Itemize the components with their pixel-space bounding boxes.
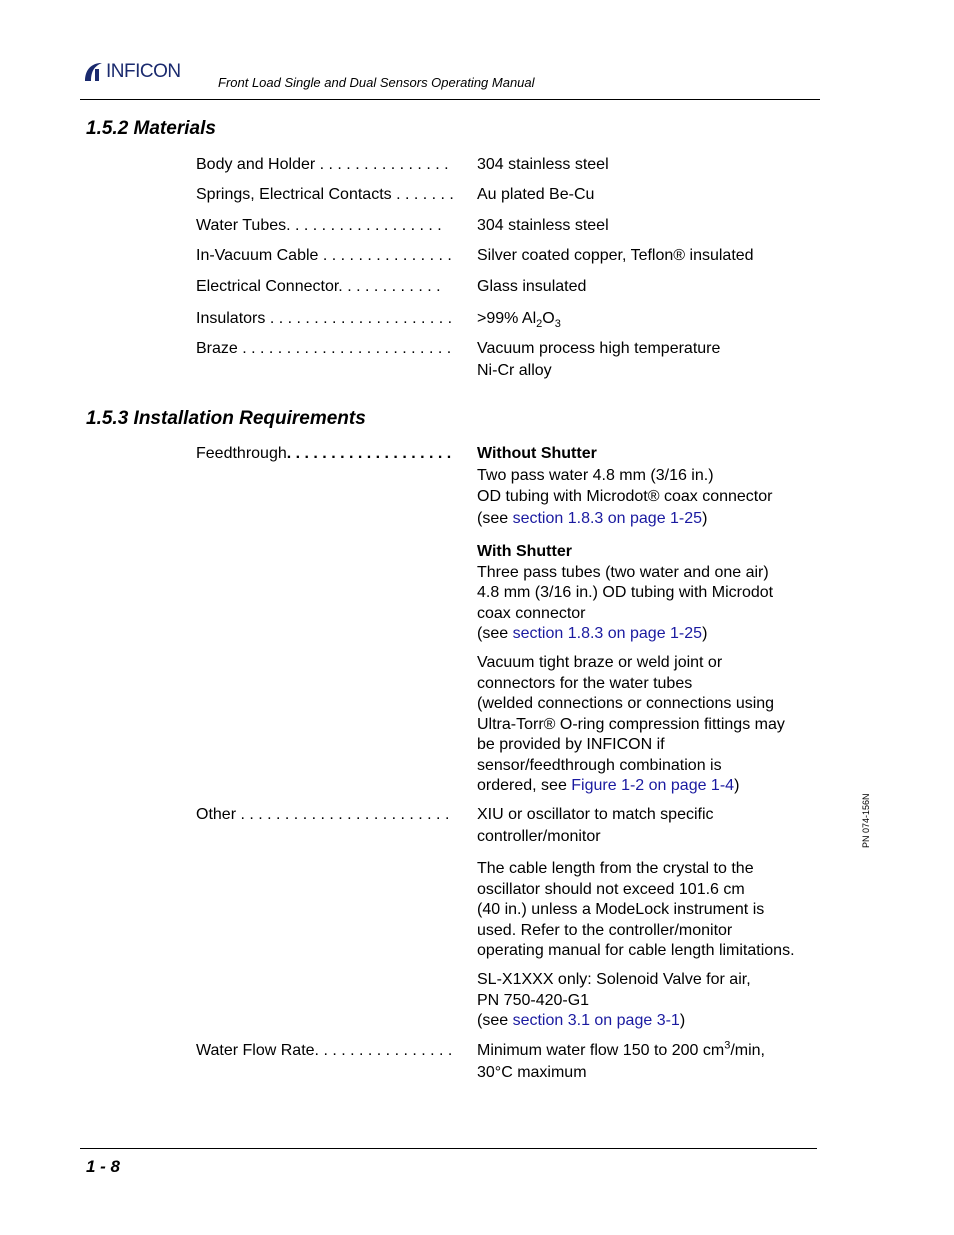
spec-label: Electrical Connector. . . . . . . . . . . . [196,278,441,295]
spec-value: 304 stainless steel [477,156,609,173]
spec-value: >99% $Al_2O_3$ [477,310,561,331]
spec-label: Braze . . . . . . . . . . . . . . . . . . . . . . . . [196,340,452,357]
water-flow-value: Minimum water flow 150 to 200 $cm^3/\min$, 30°C maximum [477,1039,765,1081]
valve-note: SL-X1XXX only: Solenoid Valve for air, PN 750-420-G1 (see section 3.1 on page 3-1) [477,971,751,1029]
spec-label: Other . . . . . . . . . . . . . . . . . . . . . . . . [196,806,450,823]
spec-value: Au plated Be-Cu [477,186,595,203]
installation-heading: 1.5.3 Installation Requirements [86,408,366,429]
spec-value: Vacuum process high temperature Ni-Cr alloy [477,340,721,379]
with-shutter-block: With Shutter Three pass tubes (two water and one air) 4.8 mm (3/16 in.) OD tubing with Microdot coax connector (see section 1.8.3 on page 1-25) [477,543,774,642]
spec-label: In-Vacuum Cable . . . . . . . . . . . . . . . [196,247,452,264]
section-link[interactable]: section 1.8.3 on page 1-25 [512,509,703,527]
inficon-logo [82,60,181,84]
spec-label: Feedthrough. . . . . . . . . . . . . . . . . . . [196,445,452,462]
footer-rule [80,1148,817,1149]
inficon-logo-icon [82,61,104,83]
section-link[interactable]: section 1.8.3 on page 1-25 [512,625,703,642]
spec-label: Water Tubes. . . . . . . . . . . . . . . . . . [196,217,442,234]
other-value: XIU or oscillator to match specific controller/monitor [477,806,714,845]
logo-text: INFICON [106,61,181,82]
spec-value: Silver coated copper, Teflon® insulated [477,247,754,264]
spec-label: Springs, Electrical Contacts . . . . . . . [196,186,454,203]
spec-label: Water Flow Rate. . . . . . . . . . . . . . . . [196,1042,453,1059]
part-number: PN 074-156N [861,793,871,848]
spec-label: Body and Holder . . . . . . . . . . . . . . . [196,156,449,173]
materials-heading: 1.5.2 Materials [86,118,216,139]
figure-link[interactable]: Figure 1-2 on page 1-4 [571,777,735,794]
without-shutter-block: Without Shutter Two pass water 4.8 mm (3/16 in.) OD tubing with Microdot® coax connector (see section 1.8.3 on page 1-25) [477,445,773,527]
page-number: 1 - 8 [86,1157,121,1176]
spec-label: Insulators . . . . . . . . . . . . . . . . . . . . . [196,310,453,327]
spec-value: 304 stainless steel [477,217,609,234]
braze-note: Vacuum tight braze or weld joint or connectors for the water tubes (welded connections or connections using Ultra-Torr® O-ring compression fittings may be provided by INFICON if sensor/feedthrough combination is ordered, see Figure 1-2 on page 1-4) [477,654,785,794]
manual-title: Front Load Single and Dual Sensors Operating Manual [218,75,535,90]
cable-note: The cable length from the crystal to the oscillator should not exceed 101.6 cm (40 in.) unless a ModeLock instrument is used. Refer to the controller/monitor operating manual for cable length limitations. [477,860,795,959]
header-rule [80,99,820,100]
spec-value: Glass insulated [477,278,587,295]
section-link[interactable]: section 3.1 on page 3-1 [512,1012,680,1029]
